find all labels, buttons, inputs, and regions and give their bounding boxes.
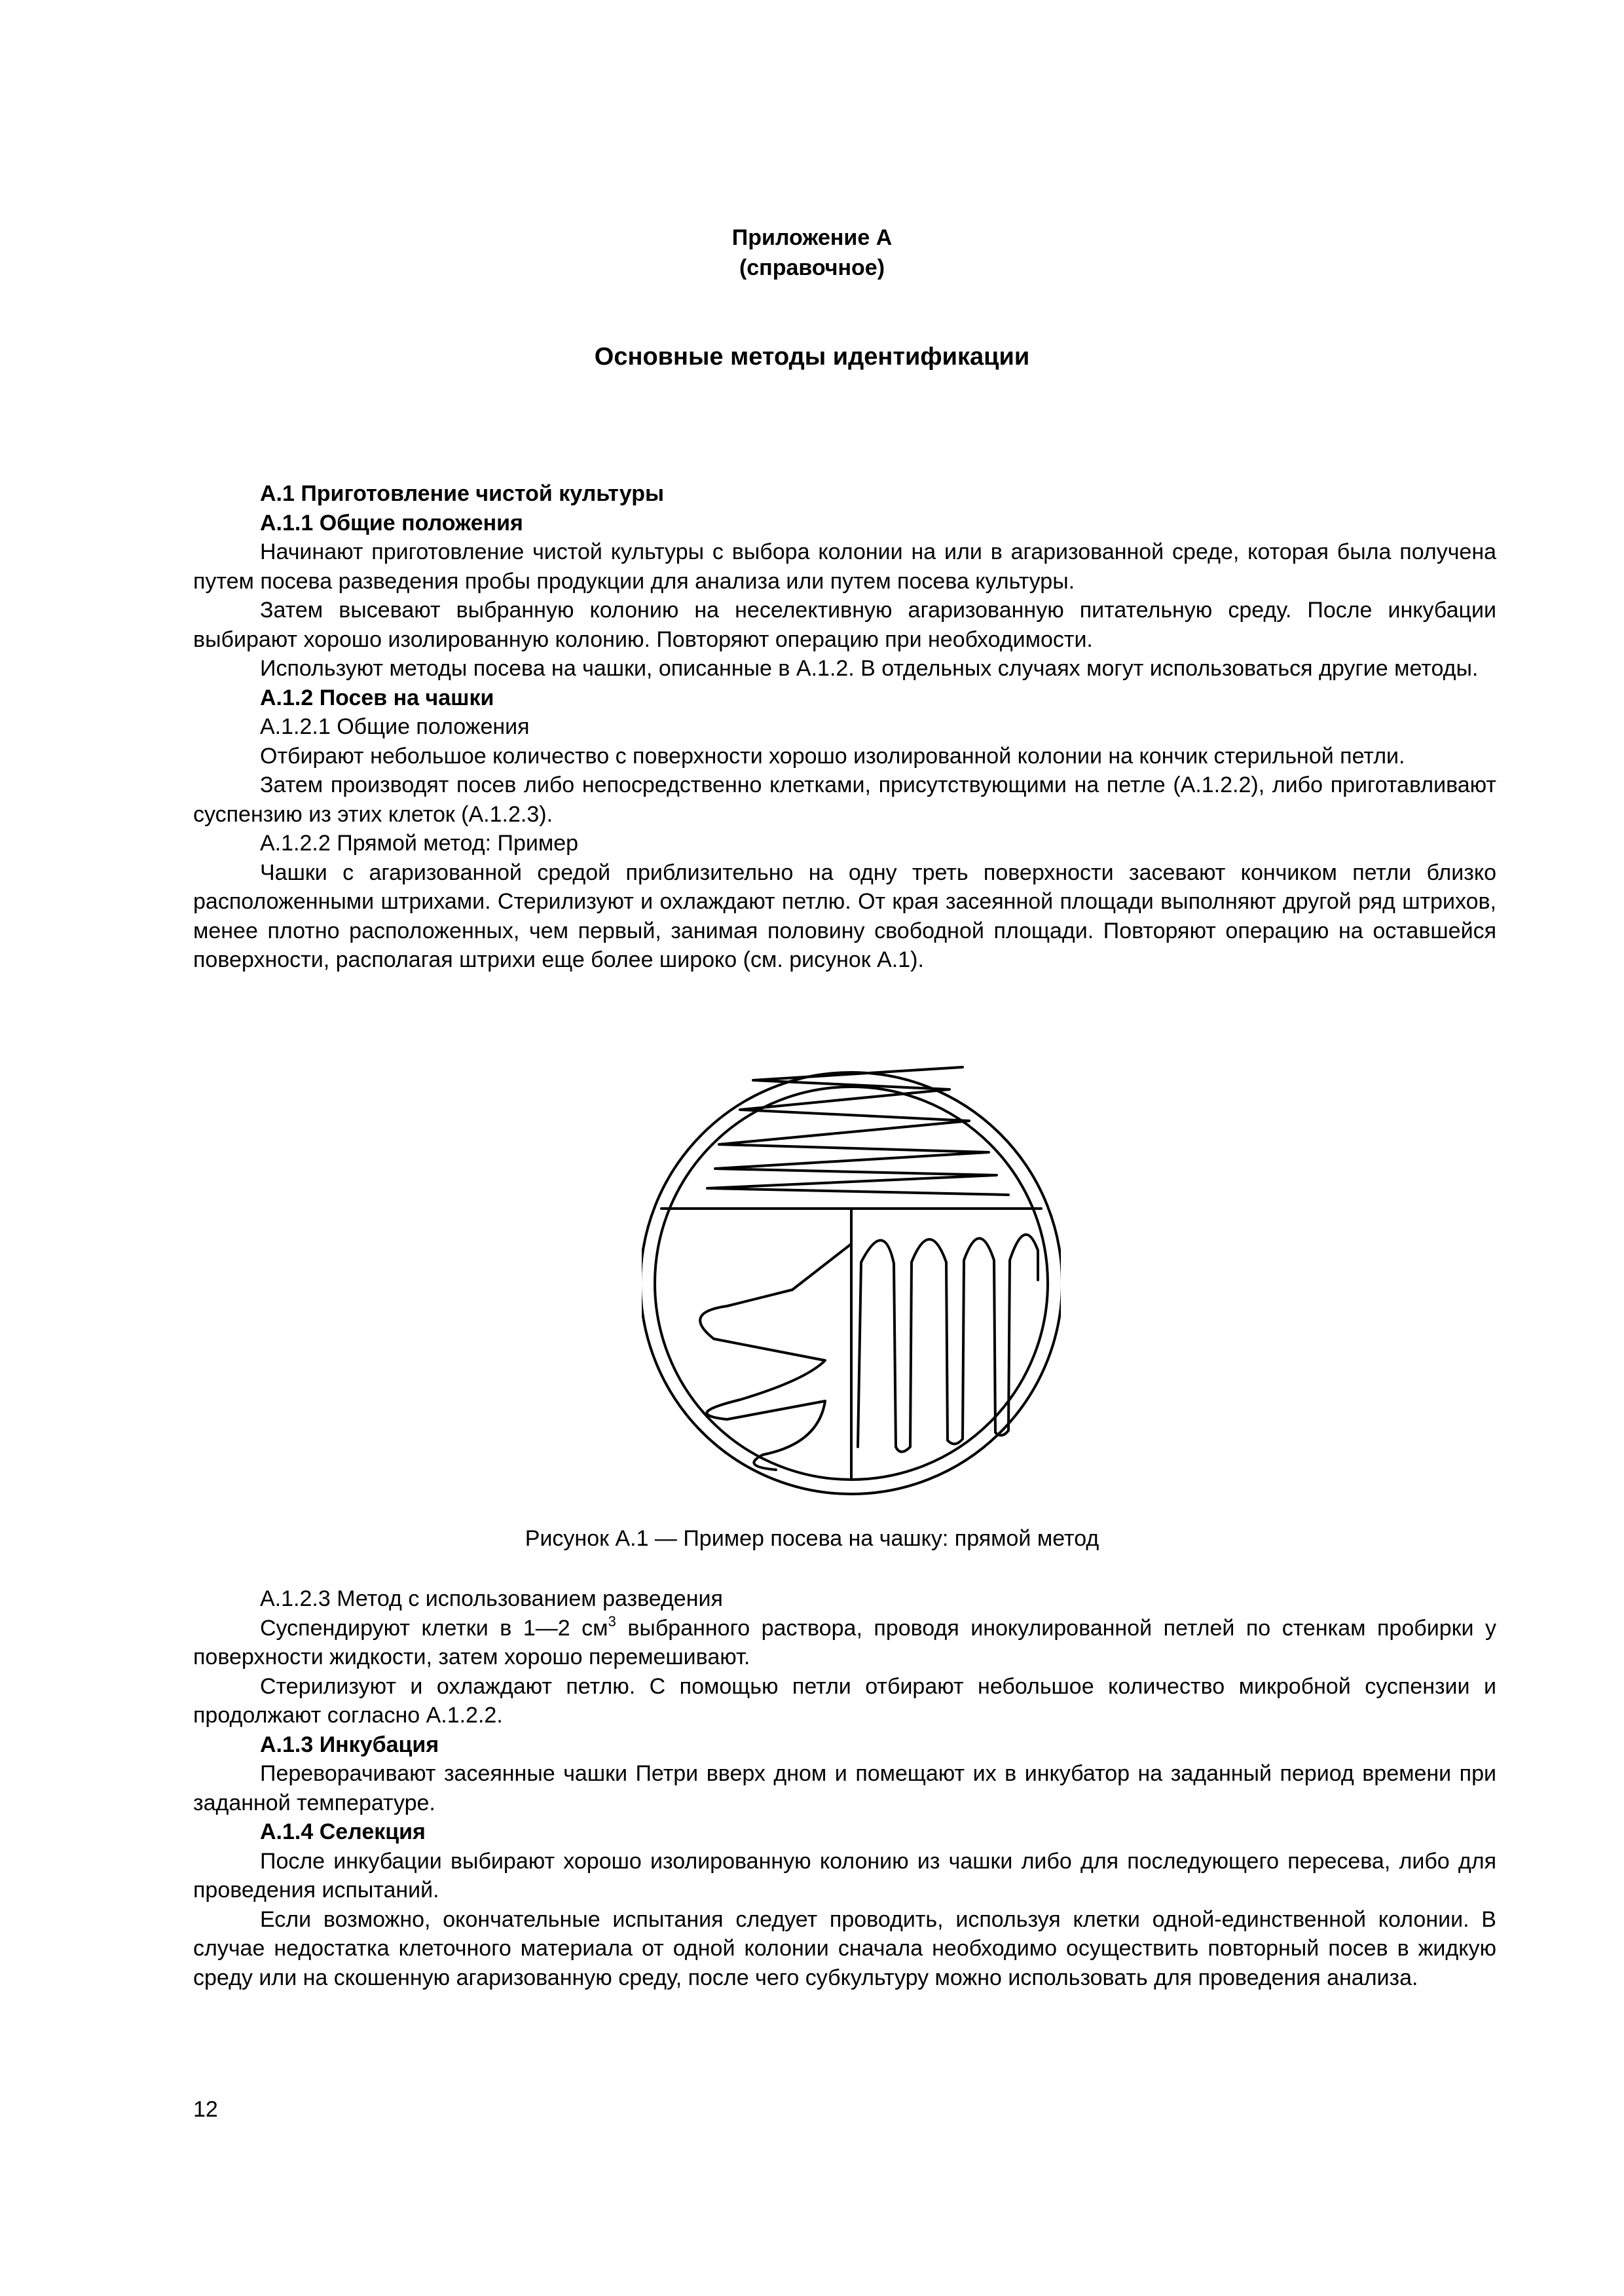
appendix-header [0, 223, 1624, 283]
paragraph-part: выбранного раствора, проводя инокулированной петлей по стенкам пробирки у поверхности жидкости, затем хорошо перемешивают. [193, 1615, 1496, 1669]
paragraph: Затем производят посев либо непосредственно клетками, присутствующими на петле (А.1.2.2), либо приготавливают суспензию из этих клеток (А.1.2.3). [193, 773, 1496, 827]
paragraph: Затем высевают выбранную колонию на неселективную агаризованную питательную среду. После инкубации выбирают хорошо изолированную колонию. Повторяют операцию при необходимости. [193, 598, 1496, 652]
section-a123-heading: А.1.2.3 Метод с использованием разведения [260, 1586, 723, 1611]
paragraph: Используют методы посева на чашки, описанные в А.1.2. В отдельных случаях могут использоваться другие методы. [260, 656, 1479, 681]
petri-dish-figure [642, 1048, 1061, 1506]
section-a11-heading: А.1.1 Общие положения [260, 510, 523, 536]
paragraph: Переворачивают засеянные чашки Петри вверх дном и помещают их в инкубатор на заданный период времени при заданной температуре. [193, 1761, 1496, 1815]
paragraph: Если возможно, окончательные испытания следует проводить, используя клетки одной-единственной колонии. В случае недостатка клеточного материала от одной колонии сначала необходимо осуществить повторный посев в жидкую среду или на скошенную агаризованную среду, после чего субкультуру можно использовать для проведения анализа. [193, 1906, 1496, 1990]
main-title: Основные методы идентификации [594, 343, 1030, 371]
section-a14-heading: А.1.4 Селекция [260, 1819, 426, 1844]
paragraph: Отбирают небольшое количество с поверхности хорошо изолированной колонии на кончик стерильной петли. [260, 743, 1405, 769]
paragraph-part: Суспендируют клетки в 1—2 см [260, 1615, 608, 1641]
paragraph: Чашки с агаризованной средой приблизительно на одну треть поверхности засевают кончиком петли близко расположенными штрихами. Стерилизуют и охлаждают петлю. От края засеянной площади выполняют другой ряд штрихов, менее плотно расположенных, чем первый, занимая половину свободной площади. Повторяют операцию на оставшейся поверхности, располагая штрихи еще более широко (см. рисунок А.1). [193, 860, 1496, 972]
paragraph: После инкубации выбирают хорошо изолированную колонию из чашки либо для последующего пересева, либо для проведения испытаний. [193, 1848, 1496, 1903]
unit-exponent: 3 [608, 1613, 616, 1630]
petri-dish-diagram [642, 1048, 1061, 1506]
dense-streaks [707, 1067, 1008, 1195]
text-block-upper [193, 479, 1496, 975]
paragraph-with-unit [193, 1614, 1496, 1672]
page-number: 12 [193, 2097, 218, 2122]
appendix-type: (справочное) [739, 255, 885, 280]
section-a13-heading: А.1.3 Инкубация [260, 1732, 439, 1757]
figure-caption: Рисунок А.1 — Пример посева на чашку: прямой метод [525, 1526, 1099, 1551]
section-a121-heading: А.1.2.1 Общие положения [260, 714, 530, 739]
section-a122-heading: А.1.2.2 Прямой метод: Пример [260, 831, 579, 856]
text-block-lower [193, 1584, 1496, 1992]
paragraph: Начинают приготовление чистой культуры с выбора колонии на или в агаризованной среде, которая была получена путем посева разведения пробы продукции для анализа или путем посева культуры. [193, 539, 1496, 594]
section-a1-heading: А.1 Приготовление чистой культуры [260, 481, 664, 506]
paragraph: Стерилизуют и охлаждают петлю. С помощью петли отбирают небольшое количество микробной суспензии и продолжают согласно А.1.2.2. [193, 1673, 1496, 1728]
appendix-title: Приложение А [731, 225, 893, 250]
section-a12-heading: А.1.2 Посев на чашки [260, 685, 494, 710]
medium-streaks [700, 1244, 851, 1470]
